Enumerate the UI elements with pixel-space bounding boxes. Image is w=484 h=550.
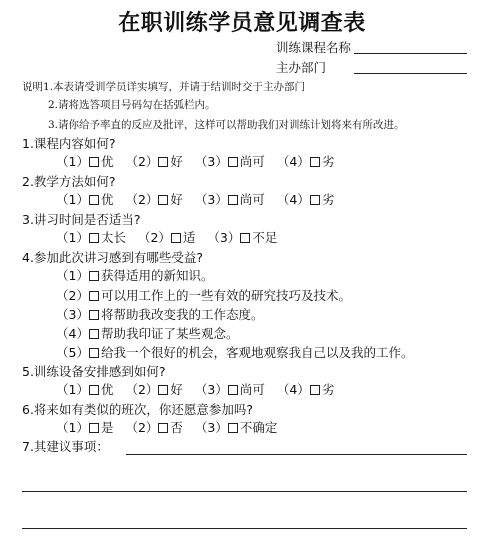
checkbox[interactable]	[89, 291, 99, 301]
checkbox[interactable]	[310, 385, 320, 395]
department-field[interactable]	[354, 73, 467, 74]
checkbox[interactable]	[228, 385, 238, 395]
option-label: 劣	[321, 154, 335, 169]
form-title: 在职训练学员意见调查表	[118, 10, 366, 36]
option-label: 不足	[252, 230, 278, 245]
checkbox[interactable]	[89, 157, 99, 167]
checkbox[interactable]	[89, 348, 99, 358]
option-label: 将帮助我改变我的工作态度。	[100, 307, 264, 322]
option-label: 可以用工作上的一些有效的研究技巧及技术。	[100, 288, 351, 303]
option-number: （3）	[194, 420, 228, 435]
option-number: （2）	[137, 230, 171, 245]
option-label: 太长	[100, 230, 126, 245]
option-label: 获得适用的新知识。	[100, 268, 214, 283]
option-label: 好	[170, 154, 183, 169]
checkbox[interactable]	[228, 195, 238, 205]
option[interactable]	[125, 418, 182, 436]
question-4-option-3[interactable]	[56, 305, 263, 323]
option-number: （4）	[276, 382, 310, 397]
option-number: （4）	[276, 154, 310, 169]
question-3-options	[56, 228, 277, 246]
checkbox[interactable]	[171, 233, 181, 243]
option-number: （2）	[125, 382, 159, 397]
question-4-option-1[interactable]	[56, 266, 213, 284]
question-4-option-2[interactable]	[56, 286, 351, 304]
option-label: 优	[100, 192, 114, 207]
checkbox[interactable]	[310, 157, 320, 167]
option[interactable]	[125, 190, 182, 208]
instruction-1: 说明1.本表请受训学员详实填写，并请于结训时交于主办部门	[22, 81, 306, 93]
option-label: 给我一个很好的机会，客观地观察我自己以及我的工作。	[100, 345, 414, 360]
option[interactable]	[125, 380, 182, 398]
question-2-options	[56, 190, 334, 208]
checkbox[interactable]	[89, 310, 99, 320]
option[interactable]	[277, 190, 334, 208]
option-label: 尚可	[239, 154, 265, 169]
question-3: 3.讲习时间是否适当?	[22, 212, 141, 227]
option-number: （5）	[56, 345, 89, 360]
checkbox[interactable]	[310, 195, 320, 205]
question-2: 2.教学方法如何?	[22, 174, 116, 189]
option-number: （1）	[56, 230, 89, 245]
checkbox[interactable]	[158, 385, 168, 395]
option-number: （4）	[56, 326, 89, 341]
question-7: 7.其建议事项：	[22, 439, 109, 454]
option-number: （3）	[56, 307, 89, 322]
option[interactable]	[195, 152, 265, 170]
instruction-2: 2.请将选答项目号码勾在括弧栏内。	[48, 99, 216, 111]
checkbox[interactable]	[228, 157, 238, 167]
checkbox[interactable]	[89, 271, 99, 281]
question-4-option-5[interactable]	[56, 343, 413, 361]
option[interactable]	[56, 380, 113, 398]
question-1-options	[56, 152, 334, 170]
question-5-options	[56, 380, 334, 398]
option[interactable]	[277, 380, 334, 398]
option-label: 是	[100, 420, 114, 435]
question-1: 1.课程内容如何?	[22, 136, 116, 151]
option-number: （1）	[56, 192, 89, 207]
option-label: 劣	[321, 382, 335, 397]
option-label: 适	[182, 230, 196, 245]
option-number: （3）	[207, 230, 241, 245]
option-number: （2）	[125, 154, 159, 169]
option-label: 好	[170, 382, 183, 397]
question-6: 6.将来如有类似的班次，你还愿意参加吗?	[22, 402, 254, 417]
course-name-label: 训练课程名称	[276, 40, 352, 55]
option[interactable]	[56, 418, 113, 436]
option-number: （1）	[56, 382, 89, 397]
option-label: 尚可	[239, 192, 265, 207]
option-number: （1）	[56, 420, 89, 435]
checkbox[interactable]	[228, 423, 238, 433]
option[interactable]	[56, 190, 113, 208]
suggestion-line-1[interactable]	[126, 454, 467, 455]
option-number: （1）	[56, 154, 89, 169]
option[interactable]	[277, 152, 334, 170]
checkbox[interactable]	[89, 195, 99, 205]
option-label: 帮助我印证了某些观念。	[100, 326, 239, 341]
question-4-option-4[interactable]	[56, 324, 238, 342]
option[interactable]	[125, 152, 182, 170]
option-number: （3）	[194, 154, 228, 169]
option-number: （2）	[56, 288, 89, 303]
option[interactable]	[56, 228, 126, 246]
checkbox[interactable]	[158, 157, 168, 167]
option[interactable]	[207, 228, 277, 246]
department-label: 主办部门	[276, 60, 327, 75]
option-number: （1）	[56, 268, 89, 283]
option-label: 优	[100, 382, 114, 397]
checkbox[interactable]	[240, 233, 250, 243]
checkbox[interactable]	[89, 329, 99, 339]
suggestion-line-3[interactable]	[22, 528, 467, 529]
option-label: 优	[100, 154, 114, 169]
checkbox[interactable]	[89, 423, 99, 433]
option-number: （3）	[194, 192, 228, 207]
option-number: （2）	[125, 420, 159, 435]
option-number: （2）	[125, 192, 159, 207]
option[interactable]	[56, 152, 113, 170]
option-label: 好	[170, 192, 183, 207]
option-label: 不确定	[239, 420, 278, 435]
option-label: 否	[170, 420, 183, 435]
option[interactable]	[138, 228, 195, 246]
instruction-3: 3.请你给予率直的反应及批评，这样可以帮助我们对训练计划将来有所改进。	[48, 119, 405, 131]
suggestion-line-2[interactable]	[22, 491, 467, 492]
option-label: 尚可	[239, 382, 265, 397]
question-4: 4.参加此次讲习感到有哪些受益?	[22, 250, 204, 265]
question-6-options	[56, 418, 277, 436]
option-number: （4）	[276, 192, 310, 207]
course-name-field[interactable]	[354, 53, 467, 54]
checkbox[interactable]	[89, 233, 99, 243]
option[interactable]	[195, 190, 265, 208]
option[interactable]	[195, 380, 265, 398]
checkbox[interactable]	[158, 195, 168, 205]
option-label: 劣	[321, 192, 335, 207]
checkbox[interactable]	[158, 423, 168, 433]
option[interactable]	[195, 418, 277, 436]
checkbox[interactable]	[89, 385, 99, 395]
question-5: 5.训练设备安排感到如何?	[22, 364, 166, 379]
option-number: （3）	[194, 382, 228, 397]
